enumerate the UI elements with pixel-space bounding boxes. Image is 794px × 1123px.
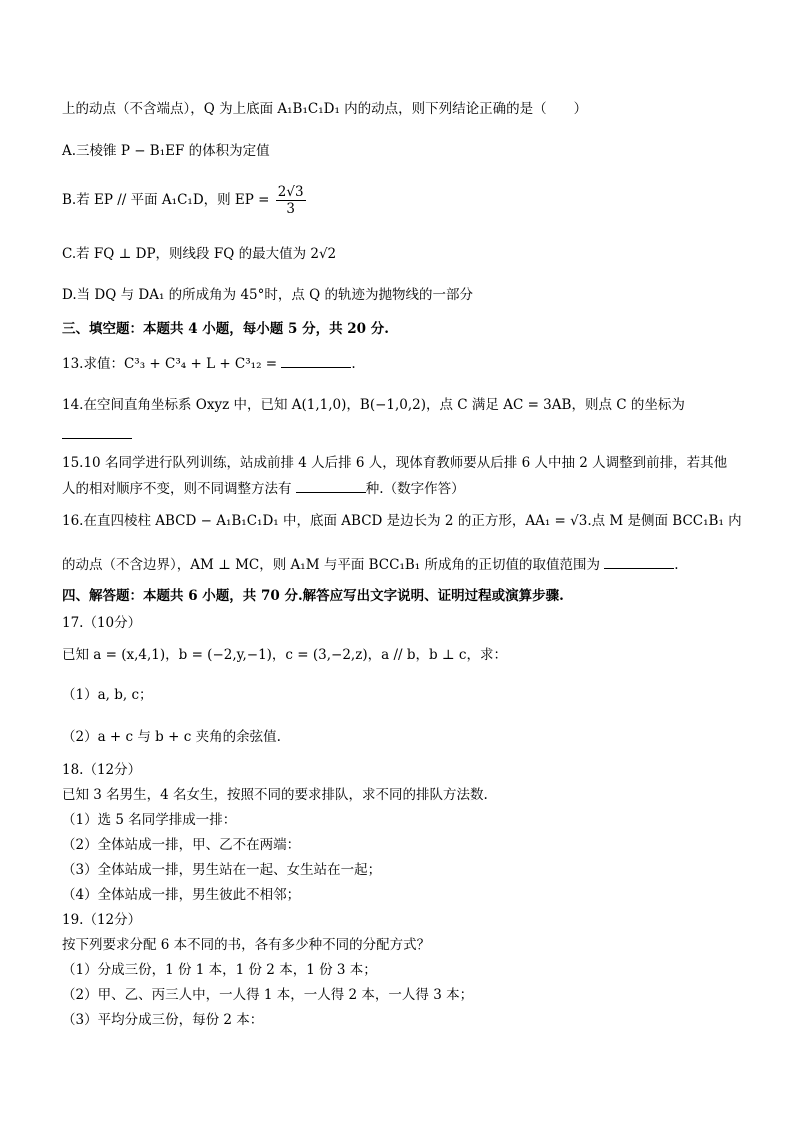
option-a: A.三棱锥 P − B₁EF 的体积为定值 (62, 143, 270, 159)
option-b (62, 184, 308, 217)
question-19-stem: 按下列要求分配 6 本不同的书，各有多少种不同的分配方式？ (62, 937, 431, 953)
question-19-part-1: （1）分成三份，1 份 1 本，1 份 2 本，1 份 3 本； (62, 962, 377, 978)
question-19-header: 19.（12分） (62, 912, 142, 928)
fraction-numerator: 2√3 (277, 184, 304, 200)
question-17-part-1: （1）a, b, c； (62, 687, 153, 703)
question-18-part-4: （4）全体站成一排，男生彼此不相邻； (62, 887, 301, 903)
question-16-line-2 (62, 554, 679, 574)
question-17-part-2: （2）a + c 与 b + c 夹角的余弦值. (62, 729, 281, 745)
question-18-header: 18.（12分） (62, 762, 142, 778)
question-15-line-1: 15.10 名同学进行队列训练，站成前排 4 人后排 6 人，现体育教师要从后排 6 人中抽 2 人调整到前排，若其他 (62, 455, 728, 471)
question-13-period: . (351, 356, 356, 372)
question-15-line-2 (62, 478, 465, 498)
question-19-part-3: （3）平均分成三份，每份 2 本： (62, 1012, 264, 1028)
question-14: 14.在空间直角坐标系 Oxyz 中，已知 A(1,1,0)，B(−1,0,2)，点 C 满足 AC = 3AB，则点 C 的坐标为 (62, 397, 685, 413)
question-15-text: 人的相对顺序不变，则不同调整方法有 (62, 481, 292, 497)
section-3-heading: 三、填空题：本题共 4 小题，每小题 5 分，共 20 分. (62, 321, 389, 337)
q12-stem-continuation: 上的动点（不含端点），Q 为上底面 A₁B₁C₁D₁ 内的动点，则下列结论正确的是（ ） (62, 101, 588, 117)
option-c: C.若 FQ ⊥ DP，则线段 FQ 的最大值为 2√2 (62, 246, 337, 262)
question-18-part-3: （3）全体站成一排，男生站在一起、女生站在一起； (62, 862, 382, 878)
answer-blank (62, 424, 132, 439)
option-b-text: B.若 EP // 平面 A₁C₁D，则 EP = (62, 192, 270, 208)
answer-blank (281, 353, 351, 368)
question-19-part-2: （2）甲、乙、丙三人中，一人得 1 本，一人得 2 本，一人得 3 本； (62, 987, 474, 1003)
answer-blank (296, 478, 366, 493)
question-18-part-2: （2）全体站成一排，甲、乙不在两端： (62, 837, 301, 853)
fraction-denominator: 3 (286, 201, 295, 217)
question-18-stem: 已知 3 名男生，4 名女生，按照不同的要求排队，求不同的排队方法数. (62, 787, 488, 803)
question-16-text: 的动点（不含边界），AM ⊥ MC，则 A₁M 与平面 BCC₁B₁ 所成角的正切值的取值范围为 (62, 557, 600, 573)
question-16-period: . (674, 557, 679, 573)
question-17-header: 17.（10分） (62, 615, 142, 631)
question-14-blank (62, 424, 132, 444)
option-d: D.当 DQ 与 DA₁ 的所成角为 45°时，点 Q 的轨迹为抛物线的一部分 (62, 287, 474, 303)
question-17-stem: 已知 a = (x,4,1)，b = (−2,y,−1)，c = (3,−2,z)，a // b，b ⊥ c，求： (62, 647, 507, 663)
question-13 (62, 353, 356, 373)
question-18-part-1: （1）选 5 名同学排成一排： (62, 812, 237, 828)
option-b-fraction (276, 184, 306, 217)
question-15-suffix: 种.（数字作答） (365, 481, 465, 497)
question-13-text: 13.求值：C³₃ + C³₄ + L + C³₁₂ = (62, 356, 278, 372)
section-4-heading: 四、解答题：本题共 6 小题，共 70 分.解答应写出文字说明、证明过程或演算步骤. (62, 588, 564, 604)
question-16-line-1: 16.在直四棱柱 ABCD − A₁B₁C₁D₁ 中，底面 ABCD 是边长为 2 的正方形，AA₁ = √3.点 M 是侧面 BCC₁B₁ 内 (62, 513, 742, 529)
answer-blank (604, 554, 674, 569)
